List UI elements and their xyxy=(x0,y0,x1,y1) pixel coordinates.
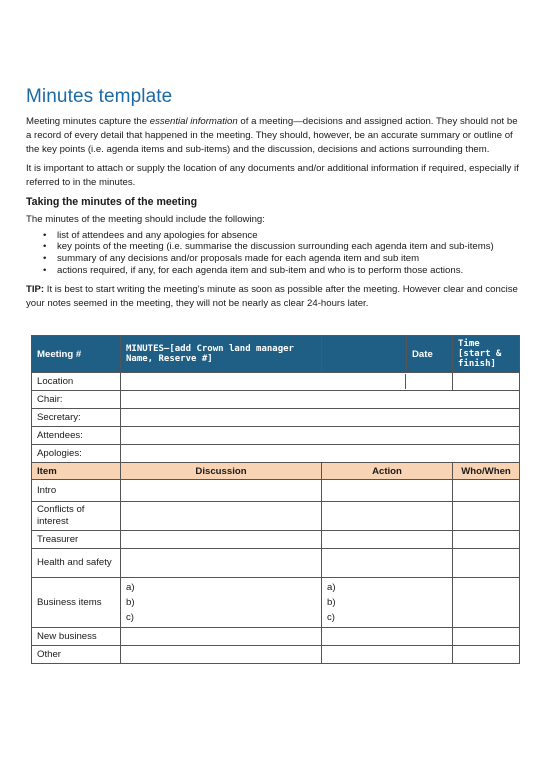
date-header xyxy=(322,336,453,373)
page-title: Minutes template xyxy=(26,86,173,107)
who-when-cell[interactable] xyxy=(453,531,520,549)
discussion-cell[interactable] xyxy=(121,480,322,502)
intro-paragraph-1: Meeting minutes capture the essential information of a meeting—decisions and assigned action. They should not be a record of every detail that happened in the meeting. They should, however, be an accurate summary or outline of the key points (i.e. agenda items and sub-items) and the discussion, decisions and actions surrounding them. xyxy=(26,116,518,155)
action-cell[interactable]: a) b) c) xyxy=(322,578,453,628)
item-label: Health and safety xyxy=(32,549,121,578)
minutes-checklist xyxy=(26,230,522,276)
time-header: Time [start & finish] xyxy=(453,336,520,373)
discussion-cell[interactable] xyxy=(121,502,322,531)
action-cell[interactable] xyxy=(322,628,453,646)
list-item: • key points of the meeting (i.e. summarise the discussion surrounding each agenda item and sub-items) xyxy=(57,241,522,253)
section-heading: Taking the minutes of the meeting xyxy=(26,195,198,208)
discussion-cell[interactable]: a) b) c) xyxy=(121,578,322,628)
item-column-header: Item xyxy=(32,463,121,480)
table-row xyxy=(32,409,520,427)
section-lead: The minutes of the meeting should include the following: xyxy=(26,213,265,225)
document-body xyxy=(26,86,522,311)
table-row xyxy=(32,391,520,409)
table-row xyxy=(32,531,520,549)
table-row xyxy=(32,578,520,628)
item-label: Other xyxy=(32,646,121,664)
discussion-cell[interactable] xyxy=(121,531,322,549)
date-label: Date xyxy=(406,336,452,372)
action-cell[interactable] xyxy=(322,480,453,502)
minutes-header: MINUTES—[add Crown land manager Name, Reserve #] xyxy=(121,336,322,373)
who-when-cell[interactable] xyxy=(453,480,520,502)
action-cell[interactable] xyxy=(322,502,453,531)
discussion-column-header: Discussion xyxy=(121,463,322,480)
list-item: • summary of any decisions and/or proposals made for each agenda item and sub item xyxy=(57,253,522,265)
action-cell[interactable] xyxy=(322,531,453,549)
discussion-cell[interactable] xyxy=(121,628,322,646)
secretary-field[interactable] xyxy=(121,409,520,427)
chair-field[interactable] xyxy=(121,391,520,409)
tip-paragraph: TIP: It is best to start writing the meeting's minute as soon as possible after the meeting. However clear and concise your notes seemed in the meeting, they will not be nearly as clear 24-hours later. xyxy=(26,284,518,309)
who-when-cell[interactable] xyxy=(453,628,520,646)
who-when-cell[interactable] xyxy=(453,578,520,628)
table-row xyxy=(32,628,520,646)
who-when-column-header: Who/When xyxy=(453,463,520,480)
discussion-cell[interactable] xyxy=(121,549,322,578)
attendees-label: Attendees: xyxy=(32,427,121,445)
table-row xyxy=(32,480,520,502)
location-label: Location xyxy=(32,373,121,391)
action-cell[interactable] xyxy=(322,549,453,578)
apologies-label: Apologies: xyxy=(32,445,121,463)
minutes-table xyxy=(31,335,520,664)
meeting-number-header: Meeting # xyxy=(32,336,121,373)
who-when-cell[interactable] xyxy=(453,646,520,664)
item-label: New business xyxy=(32,628,121,646)
attendees-field[interactable] xyxy=(121,427,520,445)
item-label: Business items xyxy=(32,578,121,628)
table-header-row xyxy=(32,336,520,373)
time-field[interactable] xyxy=(453,373,520,391)
intro-paragraph-2: It is important to attach or supply the location of any documents and/or additional information if required, especially if referred to in the minutes. xyxy=(26,163,519,189)
action-cell[interactable] xyxy=(322,646,453,664)
apologies-field[interactable] xyxy=(121,445,520,463)
item-label: Treasurer xyxy=(32,531,121,549)
chair-label: Chair: xyxy=(32,391,121,409)
list-item: • actions required, if any, for each agenda item and sub-item and who is to perform those actions. xyxy=(57,265,522,277)
column-header-row xyxy=(32,463,520,480)
who-when-cell[interactable] xyxy=(453,502,520,531)
who-when-cell[interactable] xyxy=(453,549,520,578)
table-row xyxy=(32,445,520,463)
location-field[interactable] xyxy=(121,373,453,391)
table-row xyxy=(32,427,520,445)
table-row xyxy=(32,549,520,578)
table-row xyxy=(32,373,520,391)
list-item: • list of attendees and any apologies for absence xyxy=(57,230,522,242)
secretary-label: Secretary: xyxy=(32,409,121,427)
item-label: Conflicts of interest xyxy=(32,502,121,531)
table-row xyxy=(32,646,520,664)
action-column-header: Action xyxy=(322,463,453,480)
discussion-cell[interactable] xyxy=(121,646,322,664)
item-label: Intro xyxy=(32,480,121,502)
table-row xyxy=(32,502,520,531)
